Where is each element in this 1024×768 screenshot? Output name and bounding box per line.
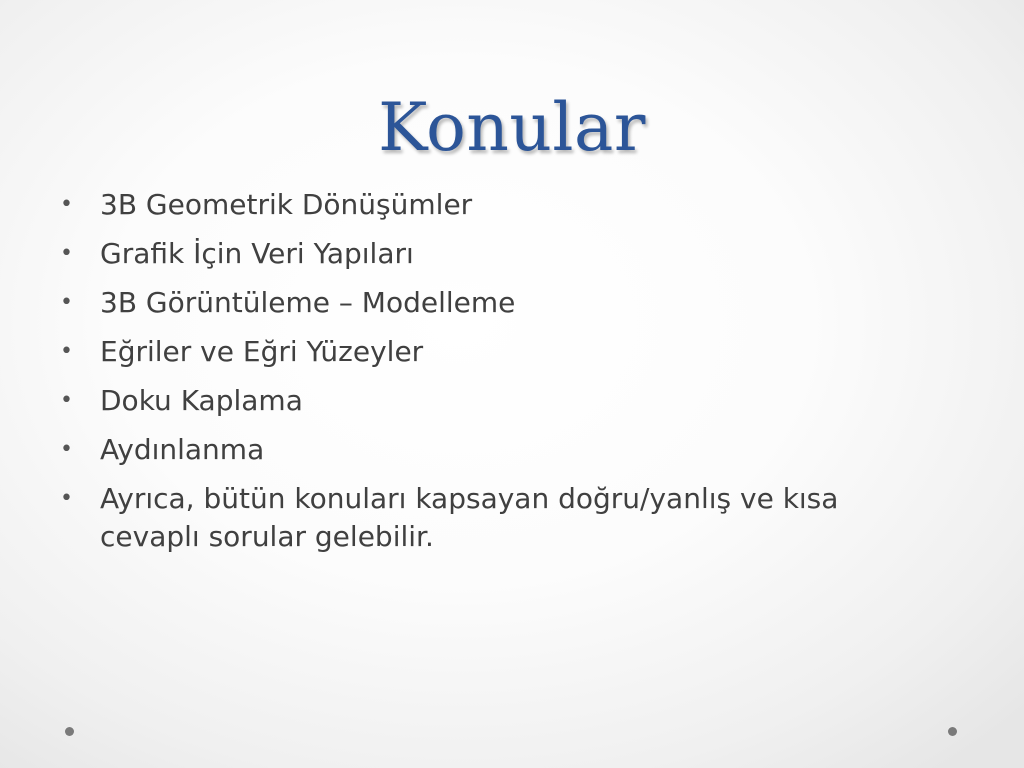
bullet-item (56, 186, 936, 224)
left-decoration-dot-icon (65, 727, 74, 736)
bullet-text: 3B Geometrik Dönüşümler (100, 188, 473, 221)
bullet-item (56, 382, 936, 420)
bullet-text: Ayrıca, bütün konuları kapsayan doğru/yanlış ve kısa cevaplı sorular gelebilir. (100, 482, 839, 553)
bullet-text: Eğriler ve Eğri Yüzeyler (100, 335, 424, 368)
slide-title: Konular (378, 89, 646, 166)
bullet-list (56, 186, 936, 567)
bullet-item (56, 480, 936, 556)
bullet-marker: • (60, 437, 73, 462)
bullet-text: Doku Kaplama (100, 384, 303, 417)
bullet-marker: • (60, 339, 73, 364)
bullet-marker: • (60, 486, 73, 511)
bullet-text: 3B Görüntüleme – Modelleme (100, 286, 516, 319)
bullet-item (56, 235, 936, 273)
bullet-marker: • (60, 241, 73, 266)
bullet-item (56, 333, 936, 371)
bullet-marker: • (60, 290, 73, 315)
right-decoration-dot-icon (948, 727, 957, 736)
bullet-text: Grafik İçin Veri Yapıları (100, 237, 414, 270)
bullet-item (56, 431, 936, 469)
bullet-item (56, 284, 936, 322)
bullet-marker: • (60, 388, 73, 413)
bullet-marker: • (60, 192, 73, 217)
bullet-text: Aydınlanma (100, 433, 265, 466)
